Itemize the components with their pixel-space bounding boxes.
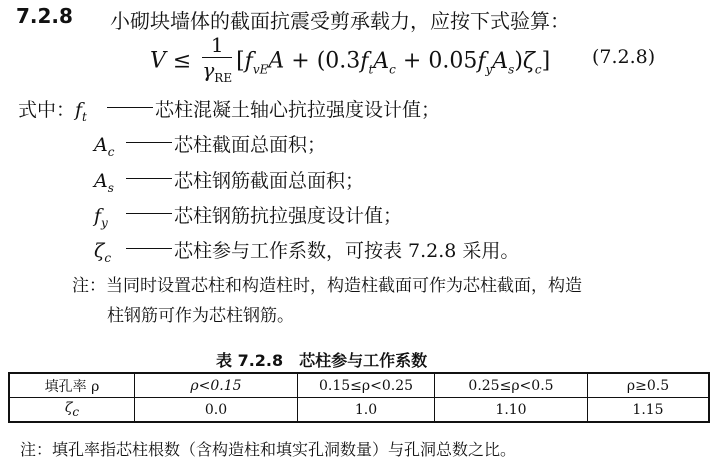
table-row [9,398,709,423]
formula-zeta: $\zeta_c$ [522,48,542,76]
table-header-row [9,373,709,398]
table-note: 注：填孔率指芯柱根数（含构造柱和填实孔洞数量）与孔洞总数之比。 [20,440,517,459]
formula-leq: ≤ [172,48,192,74]
parameter-table [8,372,710,423]
table-header-cell: 0.25≤ρ<0.5 [435,373,588,398]
formula-fraction [202,33,232,90]
table-header-cell: 0.15≤ρ<0.25 [298,373,435,398]
formula-plus-1: + [291,48,310,74]
note [72,271,582,296]
definition-item: $f_y$ 芯柱钢筋抗拉强度设计值； [94,205,403,230]
table-title: 表 7.2.8 芯柱参与工作系数 [216,351,428,370]
definition-item: $A_c$ 芯柱截面总面积； [94,134,327,159]
formula-fy: $f_y$ [477,48,493,76]
table-cell: 1.0 [298,398,435,423]
formula-A: A [268,48,285,74]
table-header-cell: 填孔率 ρ [9,373,135,398]
formula-As: $A_s$ [492,48,515,76]
note-label: 注： [72,276,106,296]
formula [150,33,550,83]
definitions-intro: 式中： [18,99,76,121]
clause-number: 7.2.8 [16,4,73,28]
fraction-denominator: $\gamma_{RE}$ [202,58,233,85]
table-header-cell: ρ<0.15 [135,373,298,398]
formula-bracket-open: [ [236,48,245,74]
table-row-label: $\zeta_c$ [9,398,135,423]
formula-paren-close: ) [514,48,523,74]
definition-item: $f_t$ 芯柱混凝土轴心抗拉强度设计值； [75,99,441,124]
formula-plus-2: + [402,48,422,74]
table-header-cell: ρ≥0.5 [588,373,710,398]
formula-fvE: $f_{vE}$ [244,48,269,76]
fraction-numerator: 1 [202,33,232,58]
definition-item: $\zeta_c$ 芯柱参与工作系数，可按表 7.2.8 采用。 [94,240,520,265]
note-line-1: 当同时设置芯柱和构造柱时，构造柱截面可作为芯柱截面，构造 [106,276,582,296]
table-cell: 1.15 [588,398,710,423]
formula-number: (7.2.8) [592,46,656,68]
table-cell: 0.0 [135,398,298,423]
formula-coef-1: 0.3 [325,48,361,74]
definition-item: $A_s$ 芯柱钢筋截面总面积； [94,170,365,195]
formula-paren-open: ( [316,48,326,74]
note-line-2: 柱钢筋可作为芯柱钢筋。 [107,306,294,326]
formula-ft: $f_t$ [360,48,374,76]
formula-coef-2: 0.05 [428,48,478,74]
table-cell: 1.10 [435,398,588,423]
formula-Ac: $A_c$ [373,48,396,76]
clause-text: 小砌块墙体的截面抗震受剪承载力，应按下式验算： [110,9,570,33]
formula-lhs: V [150,48,166,74]
formula-bracket-close: ] [541,48,551,74]
